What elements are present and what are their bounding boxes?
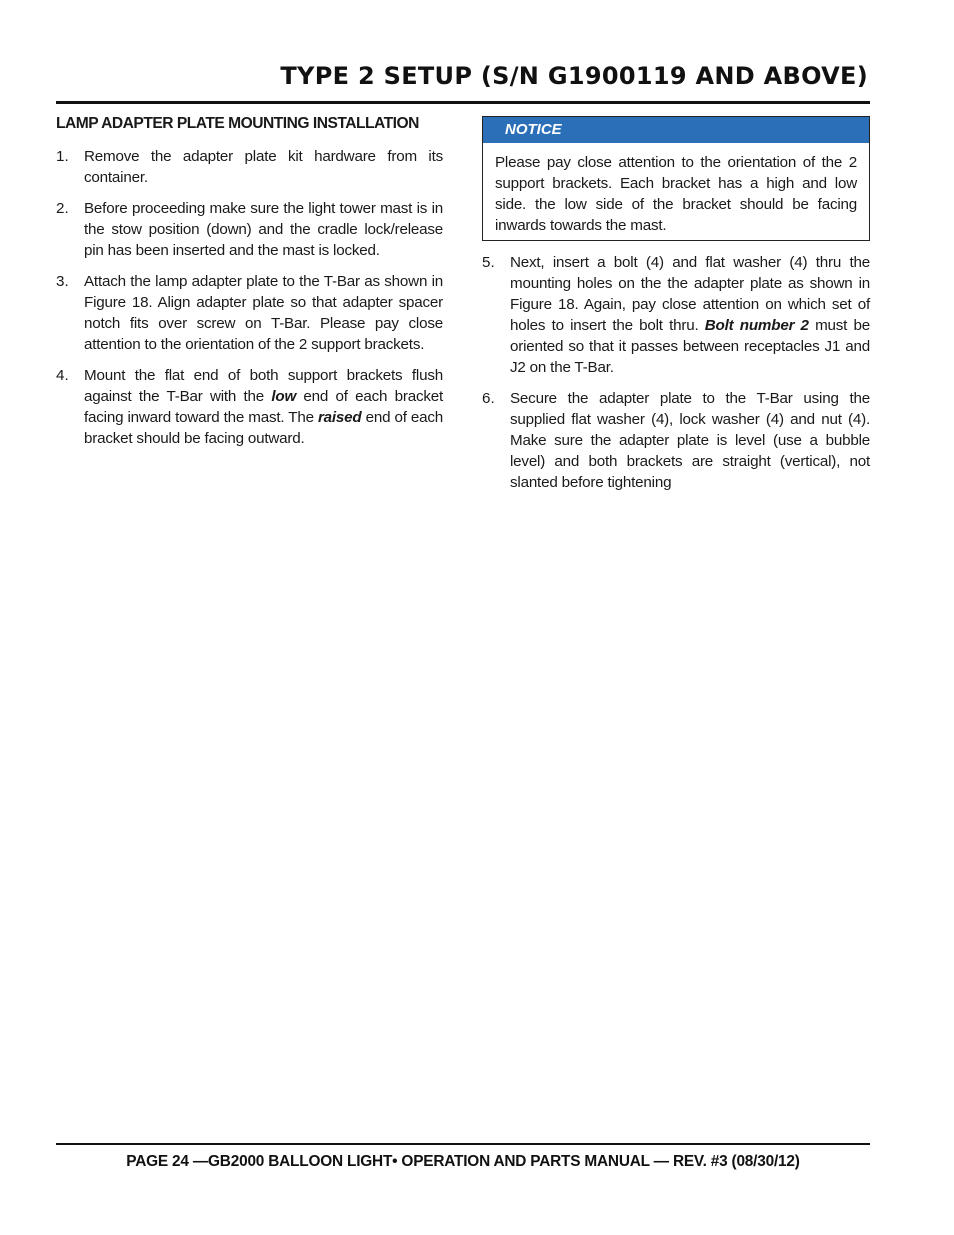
step-text: Before proceeding make sure the light tower mast is in the stow position (down) and the cradle lock/release pin has been inserted and the mast is locked. bbox=[84, 200, 443, 259]
step-text bbox=[84, 365, 443, 449]
step-text-part: Mount the flat end of both support brackets flush against the T-Bar with the bbox=[84, 367, 443, 405]
notice-text: Please pay close attention to the orientation of the 2 support brackets. Each bracket has a high and low side. the low side of the bracket should be facing inwards towards the mast. bbox=[495, 154, 857, 234]
step-number: 1. bbox=[56, 148, 69, 165]
section-heading: LAMP ADAPTER PLATE MOUNTING INSTALLATION bbox=[56, 115, 419, 132]
step-2 bbox=[56, 198, 443, 261]
step-4 bbox=[56, 365, 443, 449]
step-1 bbox=[56, 146, 443, 188]
step-text bbox=[510, 252, 870, 378]
step-3 bbox=[56, 271, 443, 355]
title-divider bbox=[56, 101, 870, 104]
right-column bbox=[482, 116, 870, 503]
step-text-part: end of each bracket facing inward toward the mast. The bbox=[84, 388, 444, 426]
footer-divider bbox=[56, 1143, 870, 1145]
page-title: TYPE 2 SETUP (S/N G1900119 AND ABOVE) bbox=[280, 62, 868, 90]
step-5 bbox=[482, 252, 870, 378]
emphasis-raised: raised bbox=[317, 409, 362, 426]
step-text-part: end of each bracket should be facing outward. bbox=[84, 409, 443, 447]
step-number: 4. bbox=[56, 367, 69, 384]
step-number: 2. bbox=[56, 200, 69, 217]
step-text-part: Next, insert a bolt (4) and flat washer (4) thru the mounting holes on the the adapter plate as shown in Figure 18. Again, pay close attention on which set of holes to insert the bolt thru. bbox=[510, 254, 870, 334]
page-footer: PAGE 24 —GB2000 BALLOON LIGHT• OPERATION AND PARTS MANUAL — REV. #3 (08/30/12) bbox=[126, 1153, 800, 1170]
step-number: 6. bbox=[482, 390, 495, 407]
step-number: 5. bbox=[482, 254, 495, 271]
notice-box bbox=[482, 116, 870, 241]
step-number: 3. bbox=[56, 273, 69, 290]
step-text: Remove the adapter plate kit hardware from its container. bbox=[84, 148, 443, 186]
emphasis-low: low bbox=[271, 388, 297, 405]
step-text: Attach the lamp adapter plate to the T-Bar as shown in Figure 18. Align adapter plate so that adapter spacer notch fits over screw on T-Bar. Please pay close attention to the orientation of the 2 support brackets. bbox=[84, 273, 443, 353]
left-column bbox=[56, 114, 443, 459]
step-list-left bbox=[56, 146, 443, 449]
emphasis-bolt-number: Bolt number 2 bbox=[704, 317, 809, 334]
step-6 bbox=[482, 388, 870, 493]
step-text-part: must be oriented so that it passes between receptacles J1 and J2 on the T-Bar. bbox=[510, 317, 870, 376]
step-list-right bbox=[482, 252, 870, 493]
notice-header: NOTICE bbox=[483, 117, 869, 143]
step-text: Secure the adapter plate to the T-Bar using the supplied flat washer (4), lock washer (4) and nut (4). Make sure the adapter plate is level (use a bubble level) and both brackets are straight (vertical), not slanted before tightening bbox=[510, 390, 870, 491]
